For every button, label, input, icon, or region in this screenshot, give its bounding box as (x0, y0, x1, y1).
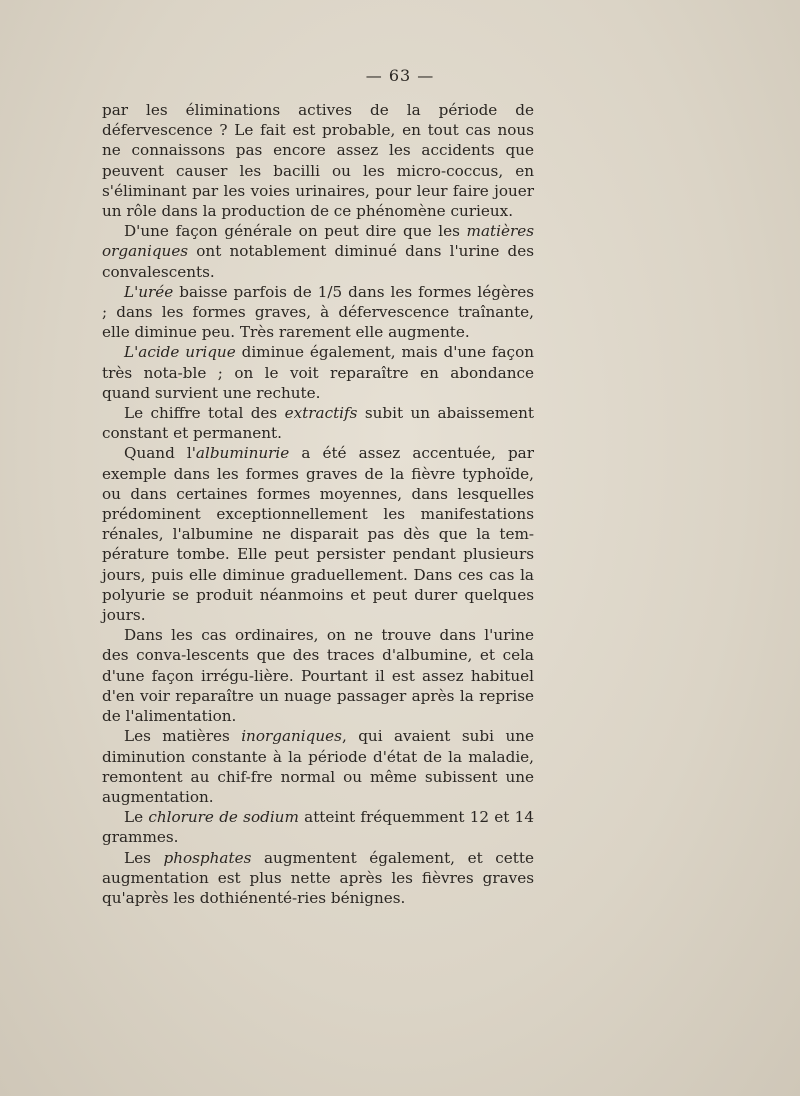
text-run: , qui avaient subi une diminution constante à la période d'état de la maladie, remontent au chif-fre normal ou même subissent une augmentation. (102, 727, 534, 806)
paragraph-p4 (102, 342, 534, 403)
paragraph-p1 (102, 100, 534, 221)
italic-term: matières organiques (102, 222, 534, 261)
italic-term: chlorure de sodium (148, 808, 299, 827)
text-run: diminue également, mais d'une façon très nota-ble ; on le voit reparaître en abondance quand survient une rechute. (102, 343, 534, 402)
italic-term: L'urée (124, 282, 174, 301)
italic-term: L'acide urique (124, 343, 236, 362)
text-run: Quand l' (124, 444, 196, 463)
text-run: par les éliminations actives de la période de défervescence ? Le fait est probable, en tout cas nous ne connaissons pas encore assez les accidents que peuvent causer les bacilli ou les micro-coccus, en s'éliminant par les voies urinaires, pour leur faire jouer un rôle dans la production de ce phénomène curieux. (102, 101, 534, 221)
text-run: augmentent également, et cette augmentation est plus nette après les fièvres graves qu'après les dothiénenté-ries bénignes. (102, 848, 534, 907)
paragraph-p7 (102, 625, 534, 726)
text-run: Les (124, 848, 164, 867)
text-run: atteint fréquemment 12 et 14 grammes. (102, 808, 534, 847)
italic-term: extractifs (284, 404, 358, 423)
italic-term: inorganiques (241, 727, 342, 746)
italic-term: albuminurie (195, 444, 290, 463)
text-run: ont notablement diminué dans l'urine des convalescents. (102, 242, 534, 281)
paragraph-p8 (102, 726, 534, 807)
italic-term: phosphates (163, 848, 252, 867)
paragraph-p3 (102, 282, 534, 343)
paragraph-p9 (102, 807, 534, 847)
paragraph-p5 (102, 403, 534, 443)
text-run: D'une façon générale on peut dire que les (124, 222, 467, 241)
text-run: baisse parfois de 1/5 dans les formes légères ; dans les formes graves, à défervescence traînante, elle diminue peu. Très rarement elle augmente. (102, 282, 534, 342)
text-run: Les matières (124, 727, 242, 746)
page-number: — 63 — (365, 66, 435, 85)
text-run: Dans les cas ordinaires, on ne trouve dans l'urine des conva-lescents que des traces d'albumine, et cela d'une façon irrégu-lière. Pourtant il est assez habituel d'en voir reparaître un nuage passager après la reprise de l'alimentation. (102, 626, 534, 726)
paragraph-p2 (102, 221, 534, 282)
text-run: subit un abaissement constant et permanent. (102, 404, 534, 443)
paragraph-p10 (102, 848, 534, 909)
body-text (102, 100, 534, 908)
paragraph-p6 (102, 443, 534, 625)
text-run: Le (124, 808, 149, 827)
text-run: a été assez accentuée, par exemple dans les formes graves de la fièvre typhoïde, ou dans certaines formes moyennes, dans lesquelles prédominent exceptionnellement les manifestations rénales, l'albumine ne disparait pas dès que la tem-pérature tombe. Elle peut persister pendant plusieurs jours, puis elle diminue graduellement. Dans ces cas la polyurie se produit néanmoins et peut durer quelques jours. (102, 444, 534, 625)
text-run: Le chiffre total des (124, 404, 285, 423)
